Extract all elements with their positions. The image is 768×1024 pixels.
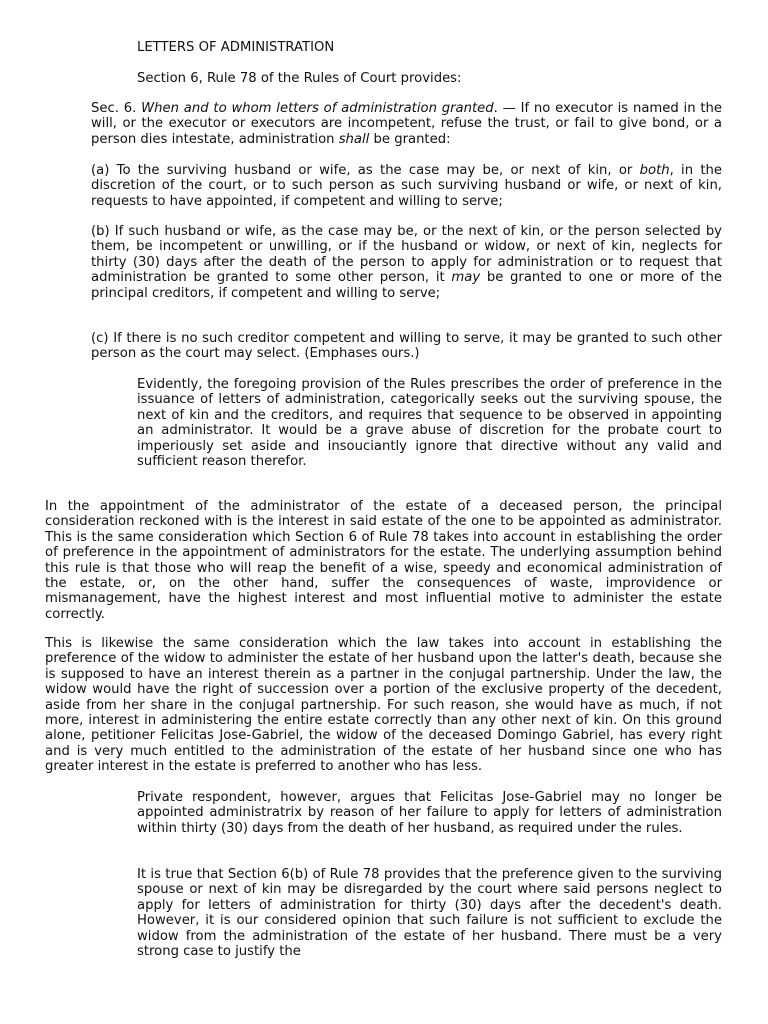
paragraph-b (91, 224, 722, 301)
private-respondent-paragraph: Private respondent, however, argues that Felicitas Jose-Gabriel may no longer be appointed administratrix by reason of her failure to apply for letters of administration within thirty (30) days from the death of her husband, as required under the rules. (137, 790, 722, 836)
section-text: . — If no executor is named in the will, or the executor or executors are incompetent, refuse the trust, or fail to give bond, or a person dies intestate, administration (91, 101, 722, 147)
it-is-true-paragraph: It is true that Section 6(b) of Rule 78 provides that the preference given to the surviving spouse or next of kin may be disregarded by the court where said persons neglect to apply for letters of administration for thirty (30) days after the decedent's death. However, it is our considered opinion that such failure is not sufficient to exclude the widow from the administration of the estate of her husband. There must be a very strong case to justify the (137, 867, 722, 960)
section-6-paragraph (91, 101, 722, 147)
document-title: LETTERS OF ADMINISTRATION (137, 40, 335, 55)
paragraph-c: (c) If there is no such creditor competent and willing to serve, it may be granted to such other person as the court may select. (Emphases ours.) (91, 331, 722, 362)
paragraph-b-text: (b) If such husband or wife, as the case may be, or the next of kin, or the person selected by them, be incompetent or unwilling, or if the husband or widow, or next of kin, neglects for thirty (30) days after the death of the person to apply for administration or to request that administration be granted to some other person, it (91, 224, 722, 286)
paragraph-b-text-end: be granted to one or more of the principal creditors, if competent and willing to serve; (91, 270, 722, 301)
emphasis-both: both (639, 163, 670, 178)
paragraph-a-text-end: , in the discretion of the court, or to such person as such surviving husband or wife, or next of kin, requests to have appointed, if competent and willing to serve; (91, 163, 722, 209)
section-prefix: Sec. 6. (91, 101, 142, 116)
section-text-end: be granted: (369, 131, 451, 147)
likewise-paragraph: This is likewise the same consideration which the law takes into account in establishing the preference of the widow to administer the estate of her husband upon the latter's death, because she is supposed to have an interest therein as a partner in the conjugal partnership. Under the law, the widow would have the right of succession over a portion of the exclusive property of the decedent, aside from her share in the conjugal partnership. For such reason, she would have as much, if not more, interest in administering the entire estate correctly than any other next of kin. On this ground alone, petitioner Felicitas Jose-Gabriel, the widow of the deceased Domingo Gabriel, has every right and is very much entitled to the administration of the estate of her husband since one who has greater interest in the estate is preferred to another who has less. (45, 636, 722, 775)
evidently-paragraph: Evidently, the foregoing provision of the Rules prescribes the order of preference in the issuance of letters of administration, categorically seeks out the surviving spouse, the next of kin and the creditors, and requires that sequence to be observed in appointing an administrator. It would be a grave abuse of discretion for the probate court to imperiously set aside and insouciantly ignore that directive without any valid and sufficient reason therefor. (137, 377, 722, 470)
emphasis-shall: shall (338, 131, 370, 147)
emphasis-may: may (451, 270, 481, 286)
paragraph-a (91, 163, 722, 209)
intro-paragraph: Section 6, Rule 78 of the Rules of Court provides: (137, 71, 462, 86)
appointment-paragraph: In the appointment of the administrator of the estate of a deceased person, the principal consideration reckoned with is the interest in said estate of the one to be appointed as administrator. This is the same consideration which Section 6 of Rule 78 takes into account in establishing the order of preference in the appointment of administrators for the estate. The underlying assumption behind this rule is that those who will reap the benefit of a wise, speedy and economical administration of the estate, or, on the other hand, suffer the consequences of waste, improvidence or mismanagement, have the highest interest and most influential motive to administer the estate correctly. (45, 499, 722, 622)
section-heading: When and to whom letters of administration granted (141, 101, 494, 116)
paragraph-a-text: (a) To the surviving husband or wife, as the case may be, or next of kin, or (91, 163, 640, 178)
